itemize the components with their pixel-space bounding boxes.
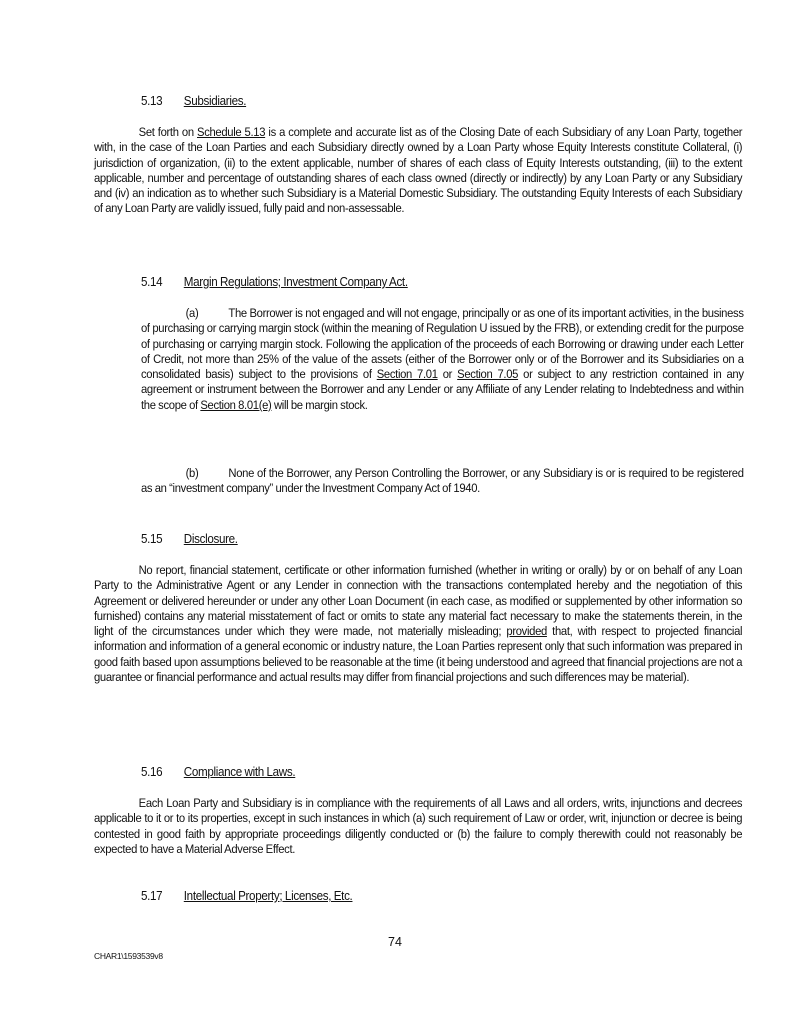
section-title: Disclosure.	[183, 532, 238, 546]
section-title: Compliance with Laws.	[183, 765, 296, 779]
section-heading-5-16	[141, 765, 295, 780]
clause-text: The Borrower is not engaged and will not engage, principally or as one of its important activities, in the business of purchasing or carrying margin stock (within the meaning of Regulation U issued by the FRB), or extending credit for the purpose of purchasing or carrying margin stock. Following the application of the proceeds of each Borrowing or drawing under each Letter of Credit, not more than 25% of the value of the assets (either of the Borrower only or of the Borrower and its Subsidiaries on a consolidated basis) subject to the provisions of	[141, 306, 744, 382]
page-number: 74	[388, 935, 402, 949]
section-number: 5.14	[141, 275, 163, 289]
clause-text: None of the Borrower, any Person Controlling the Borrower, or any Subsidiary is or is required to be registered as an “investment company” under the Investment Company Act of 1940.	[141, 466, 744, 496]
clause-label: (a)	[185, 306, 199, 320]
section-number: 5.16	[141, 765, 163, 779]
section-5-14-clause-a	[141, 306, 744, 413]
clause-text: or subject to any restriction contained in any agreement or instrument between the Borrower and any Lender or any Affiliate of any Lender relating to Indebtedness and within the scope of	[141, 367, 744, 412]
paragraph-text: that, with respect to projected financial information and information of a general economic or industry nature, the Loan Parties represent only that such information was prepared in good faith based upon assumptions believed to be reasonable at the time (it being understood and agreed that financial projections are not a guarantee or financial performance and actual results may differ from financial projections and such differences may be material).	[94, 624, 743, 685]
section-5-13-paragraph	[94, 125, 742, 217]
section-heading-5-15	[141, 532, 238, 547]
section-reference-link: Section 8.01(e)	[200, 397, 272, 412]
section-5-14-clause-b	[141, 466, 744, 497]
section-5-16-paragraph	[94, 796, 742, 857]
section-number: 5.15	[141, 532, 163, 546]
section-title: Subsidiaries.	[183, 94, 247, 108]
schedule-reference-link: Schedule 5.13	[197, 125, 266, 139]
paragraph-text: is a complete and accurate list as of the Closing Date of each Subsidiary of any Loan Party, together with, in the case of the Loan Parties and each Subsidiary directly owned by a Loan Party whose Equity Interests constitute Collateral, (i) jurisdiction of organization, (ii) to the extent applicable, number of shares of each class of Equity Interests outstanding, (iii) to the extent applicable, number and percentage of outstanding shares of each class owned (directly or indirectly) by any Loan Party or any Subsidiary and (iv) an indication as to whether such Subsidiary is a Material Domestic Subsidiary. The outstanding Equity Interests of each Subsidiary of any Loan Party are validly issued, fully paid and non-assessable.	[94, 125, 743, 216]
section-heading-5-17	[141, 889, 352, 904]
clause-text: or	[437, 367, 458, 382]
clause-text: will be margin stock.	[271, 397, 368, 412]
section-heading-5-14	[141, 275, 408, 290]
paragraph-text: Set forth on	[138, 125, 198, 139]
paragraph-text: No report, financial statement, certificate or other information furnished (whether in writing or orally) by or on behalf of any Loan Party to the Administrative Agent or any Lender in connection with the transactions contemplated hereby and the negotiation of this Agreement or delivered hereunder or under any other Loan Document (in each case, as modified or supplemented by other information so furnished) contains any material misstatement of fact or omits to state any material fact necessary to make the statements therein, in the light of the circumstances under which they were made, not materially misleading;	[94, 563, 743, 639]
section-title: Intellectual Property; Licenses, Etc.	[183, 889, 353, 903]
section-title: Margin Regulations; Investment Company Act.	[183, 275, 408, 289]
clause-label: (b)	[185, 466, 199, 480]
paragraph-text: Each Loan Party and Subsidiary is in compliance with the requirements of all Laws and all orders, writs, injunctions and decrees applicable to it or to its properties, except in such instances in which (a) such requirement of Law or order, writ, injunction or decree is being contested in good faith by appropriate proceedings diligently conducted or (b) the failure to comply therewith could not reasonably be expected to have a Material Adverse Effect.	[94, 796, 743, 856]
section-5-15-paragraph	[94, 563, 742, 685]
section-heading-5-13	[141, 94, 246, 109]
document-id: CHAR1\1593539v8	[94, 951, 163, 961]
section-number: 5.17	[141, 889, 163, 903]
section-reference-link: Section 7.05	[457, 367, 519, 382]
section-number: 5.13	[141, 94, 163, 108]
section-reference-link: Section 7.01	[376, 367, 438, 382]
provided-term: provided	[506, 624, 547, 639]
